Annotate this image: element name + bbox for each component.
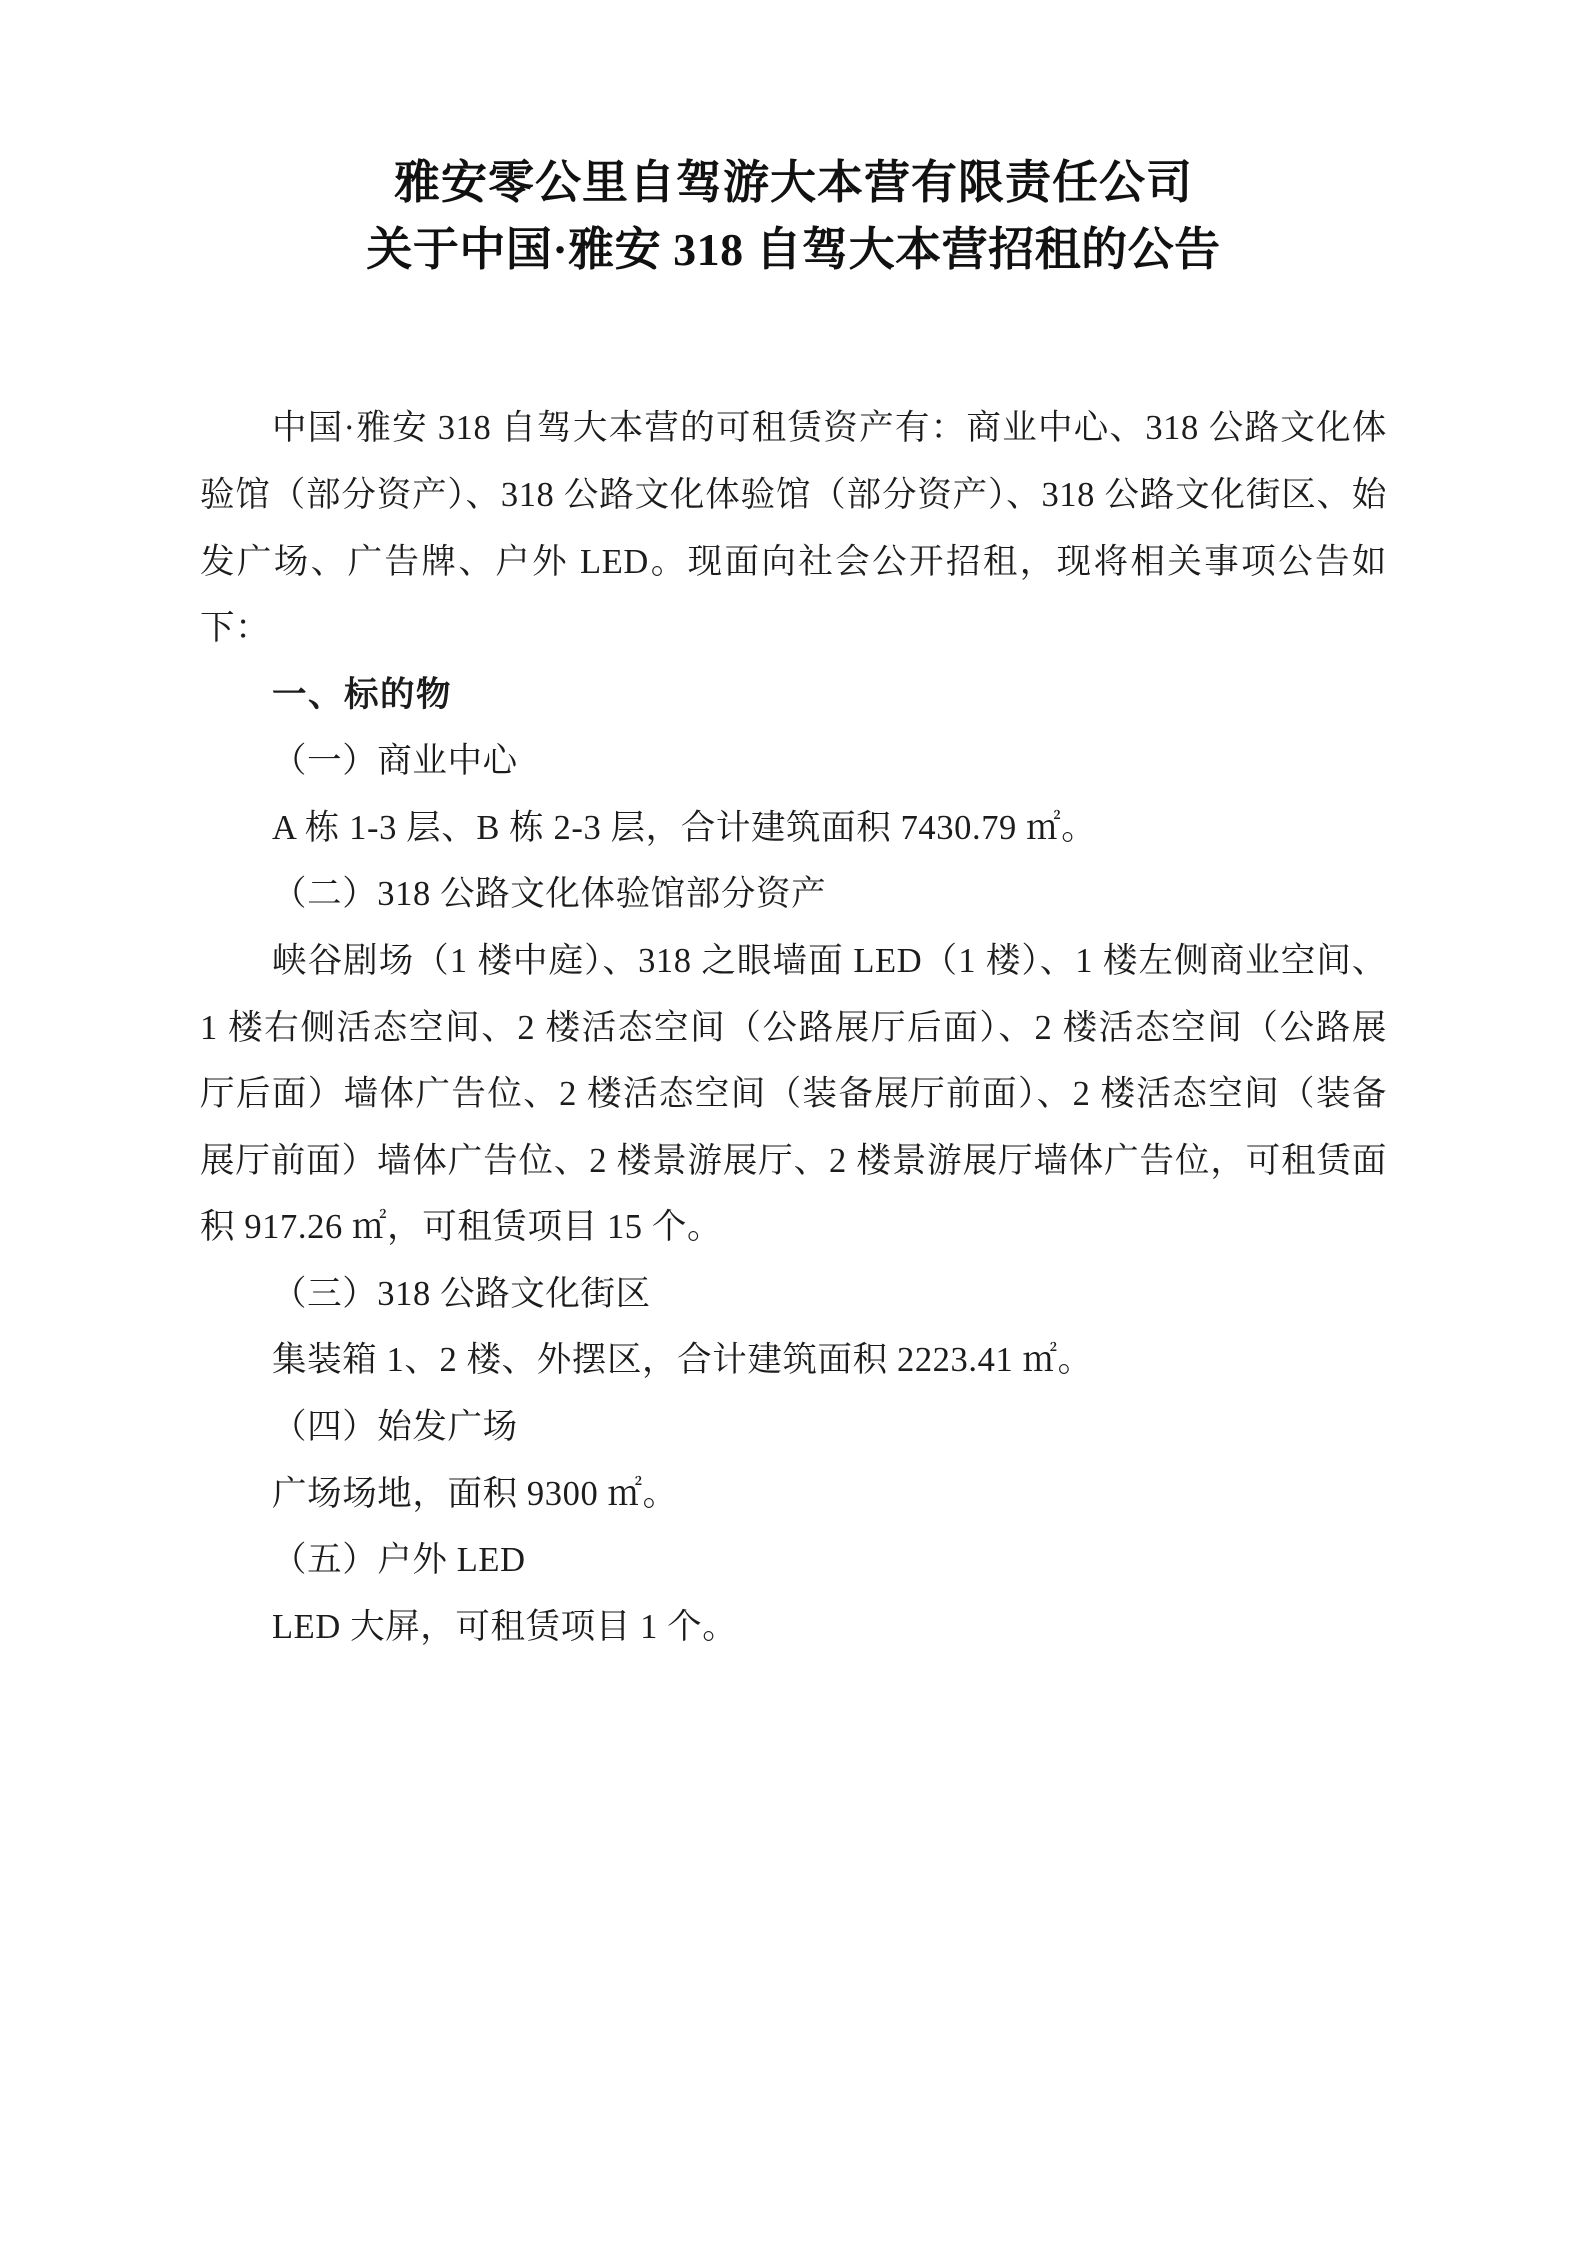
subsection-body-5: LED 大屏，可租赁项目 1 个。 — [272, 1607, 738, 1646]
page-title — [200, 150, 1387, 283]
page-title-line-1: 雅安零公里自驾游大本营有限责任公司 — [394, 157, 1193, 208]
subsection-title-4: （四）始发广场 — [272, 1408, 518, 1447]
subsection-body-4: 广场场地，面积 9300 ㎡。 — [272, 1474, 678, 1513]
paragraph-intro: 中国·雅安 318 自驾大本营的可租赁资产有：商业中心、318 公路文化体验馆（部分资产）、318 公路文化体验馆（部分资产）、318 公路文化街区、始发广场、广告牌、户外 LED。现面向社会公开招租，现将相关事项公告如下： — [200, 409, 1387, 648]
subsection-title-2: （二）318 公路文化体验馆部分资产 — [272, 875, 827, 914]
section-heading-1: 一、标的物 — [272, 675, 452, 714]
subsection-title-1: （一）商业中心 — [272, 742, 518, 781]
subsection-title-3: （三）318 公路文化街区 — [272, 1274, 651, 1313]
subsection-body-2: 峡谷剧场（1 楼中庭）、318 之眼墙面 LED（1 楼）、1 楼左侧商业空间、1 楼右侧活态空间、2 楼活态空间（公路展厅后面）、2 楼活态空间（公路展厅后面）墙体广告位、2 楼活态空间（装备展厅前面）、2 楼活态空间（装备展厅前面）墙体广告位、2 楼景游展厅、2 楼景游展厅墙体广告位，可租赁面积 917.26 ㎡，可租赁项目 15 个。 — [200, 942, 1387, 1247]
subsection-body-3: 集装箱 1、2 楼、外摆区，合计建筑面积 2223.41 ㎡。 — [272, 1341, 1093, 1380]
page-title-line-2: 关于中国·雅安 318 自驾大本营招租的公告 — [366, 223, 1221, 275]
subsection-body-1: A 栋 1-3 层、B 栋 2-3 层，合计建筑面积 7430.79 ㎡。 — [272, 808, 1097, 847]
subsection-title-5: （五）户外 LED — [272, 1541, 526, 1580]
document-body — [200, 395, 1387, 1660]
